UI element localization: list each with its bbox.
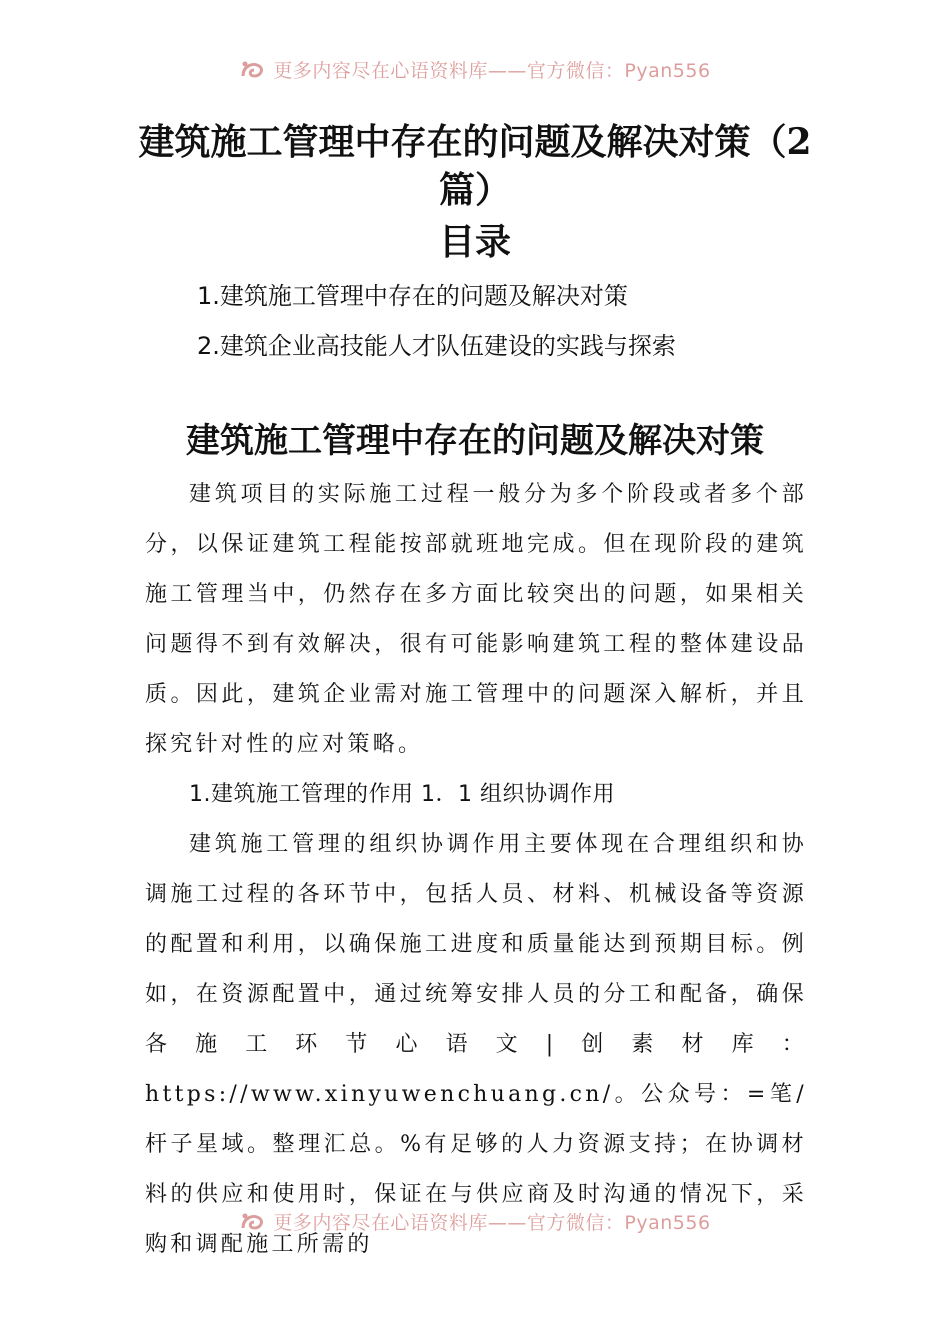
swirl-logo-icon: [239, 58, 267, 82]
watermark-text: 更多内容尽在心语资料库——官方微信：Pyan556: [273, 60, 711, 82]
toc-item: 2.建筑企业高技能人才队伍建设的实践与探索: [197, 332, 676, 360]
watermark-text: 更多内容尽在心语资料库——官方微信：Pyan556: [273, 1212, 711, 1234]
toc-item: 1.建筑施工管理中存在的问题及解决对策: [197, 282, 628, 310]
swirl-logo-icon: [239, 1210, 267, 1234]
paragraph: 建筑项目的实际施工过程一般分为多个阶段或者多个部分，以保证建筑工程能按部就班地完成。但在现阶段的建筑施工管理当中，仍然存在多方面比较突出的问题，如果相关问题得不到有效解决，很有可能影响建筑工程的整体建设品质。因此，建筑企业需对施工管理中的问题深入解析，并且探究针对性的应对策略。: [145, 482, 807, 757]
toc-heading: 目录: [438, 221, 511, 263]
document-title: 建筑施工管理中存在的问题及解决对策（2篇）: [138, 121, 812, 211]
section-body: [145, 470, 807, 1270]
watermark-footer: [0, 1208, 950, 1238]
paragraph: 建筑施工管理的组织协调作用主要体现在合理组织和协调施工过程的各环节中，包括人员、材料、机械设备等资源的配置和利用，以确保施工进度和质量能达到预期目标。例如，在资源配置中，通过统筹安排人员的分工和配备，确保各施工环节心语文|创素材库：https://www.xinyuwenchuang.cn/。公众号：=笔/杆子星域。整理汇总。%有足够的人力资源支持；在协调材料的供应和使用时，保证在与供应商及时沟通的情况下，采购和调配施工所需的: [145, 832, 807, 1257]
subheading: 1.建筑施工管理的作用 1．1 组织协调作用: [189, 782, 615, 807]
watermark-header: [0, 56, 950, 86]
section-title: 建筑施工管理中存在的问题及解决对策: [186, 421, 764, 461]
